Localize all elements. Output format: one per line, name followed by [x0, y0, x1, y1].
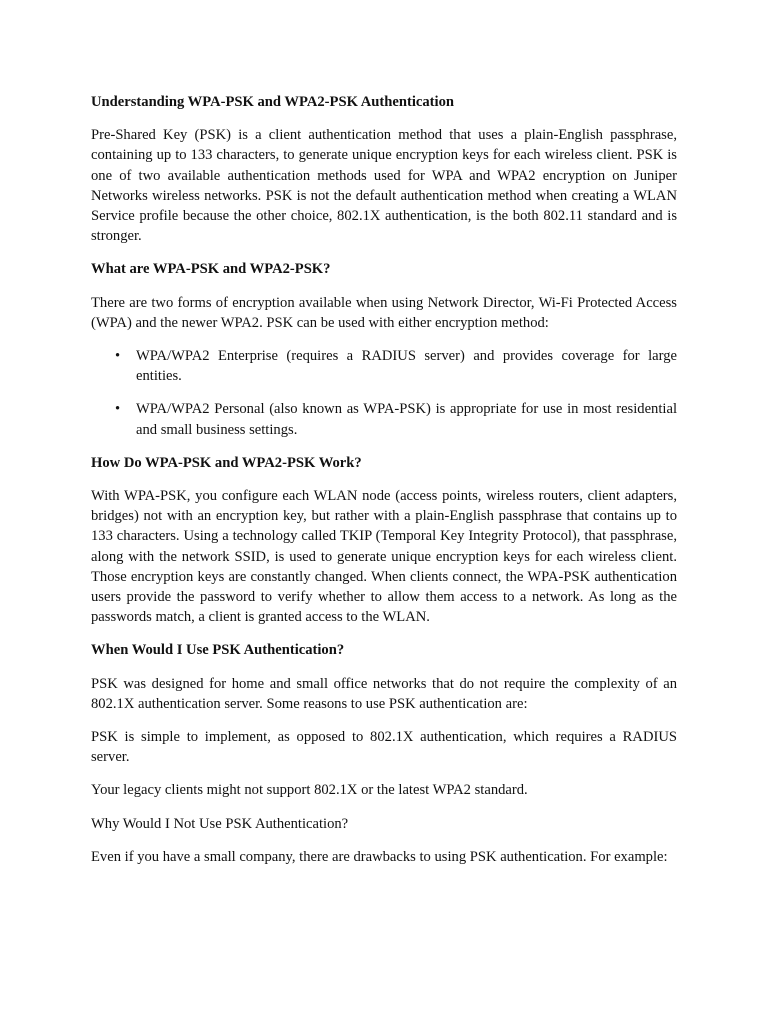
- bullet-icon: •: [115, 348, 121, 365]
- bullet-icon: •: [115, 401, 121, 418]
- section-heading-how-work: How Do WPA-PSK and WPA2-PSK Work?: [91, 454, 362, 471]
- document-title: Understanding WPA-PSK and WPA2-PSK Authentication: [91, 94, 455, 110]
- encryption-forms-list: [91, 346, 677, 440]
- section-heading-when-use: When Would I Use PSK Authentication?: [91, 642, 345, 659]
- section-text-how-work: With WPA-PSK, you configure each WLAN node (access points, wireless routers, client adapters, bridges) not with an encryption key, but rather with a plain-English passphrase that contains up to 133 characters. Using a technology called TKIP (Temporal Key Integrity Protocol), that passphrase, along with the network SSID, is used to generate unique encryption keys for each wireless client. Those encryption keys are constantly changed. When clients connect, the WPA-PSK authentication users provide the password to verify whether to allow them access to a network. As long as the passwords match, a client is granted access to the WLAN.: [91, 488, 677, 626]
- list-item-text: WPA/WPA2 Enterprise (requires a RADIUS server) and provides coverage for large entities.: [136, 348, 677, 385]
- reason-paragraph-legacy: Your legacy clients might not support 802.1X or the latest WPA2 standard.: [91, 782, 528, 799]
- list-item: [91, 346, 677, 386]
- intro-paragraph: Pre-Shared Key (PSK) is a client authentication method that uses a plain-English passphrase, containing up to 133 characters, to generate unique encryption keys for each wireless client. PSK is one of two available authentication methods used for WPA and WPA2 encryption on Juniper Networks wireless networks. PSK is not the default authentication method when creating a WLAN Service profile because the other choice, 802.1X authentication, is the both 802.11 standard and is stronger.: [91, 127, 677, 245]
- list-item-text: WPA/WPA2 Personal (also known as WPA-PSK) is appropriate for use in most residential and small business settings.: [136, 401, 677, 438]
- section-text-when-use: PSK was designed for home and small office networks that do not require the complexity of an 802.1X authentication server. Some reasons to use PSK authentication are:: [91, 675, 677, 712]
- list-item: [91, 399, 677, 439]
- reason-paragraph-simple: PSK is simple to implement, as opposed to 802.1X authentication, which requires a RADIUS server.: [91, 729, 677, 766]
- document-page: [91, 92, 677, 880]
- section-heading-why-not: Why Would I Not Use PSK Authentication?: [91, 815, 349, 832]
- section-text-what-are: There are two forms of encryption available when using Network Director, Wi-Fi Protected Access (WPA) and the newer WPA2. PSK can be used with either encryption method:: [91, 294, 677, 331]
- section-heading-what-are: What are WPA-PSK and WPA2-PSK?: [91, 261, 331, 278]
- section-text-why-not: Even if you have a small company, there are drawbacks to using PSK authentication. For example:: [91, 848, 668, 865]
